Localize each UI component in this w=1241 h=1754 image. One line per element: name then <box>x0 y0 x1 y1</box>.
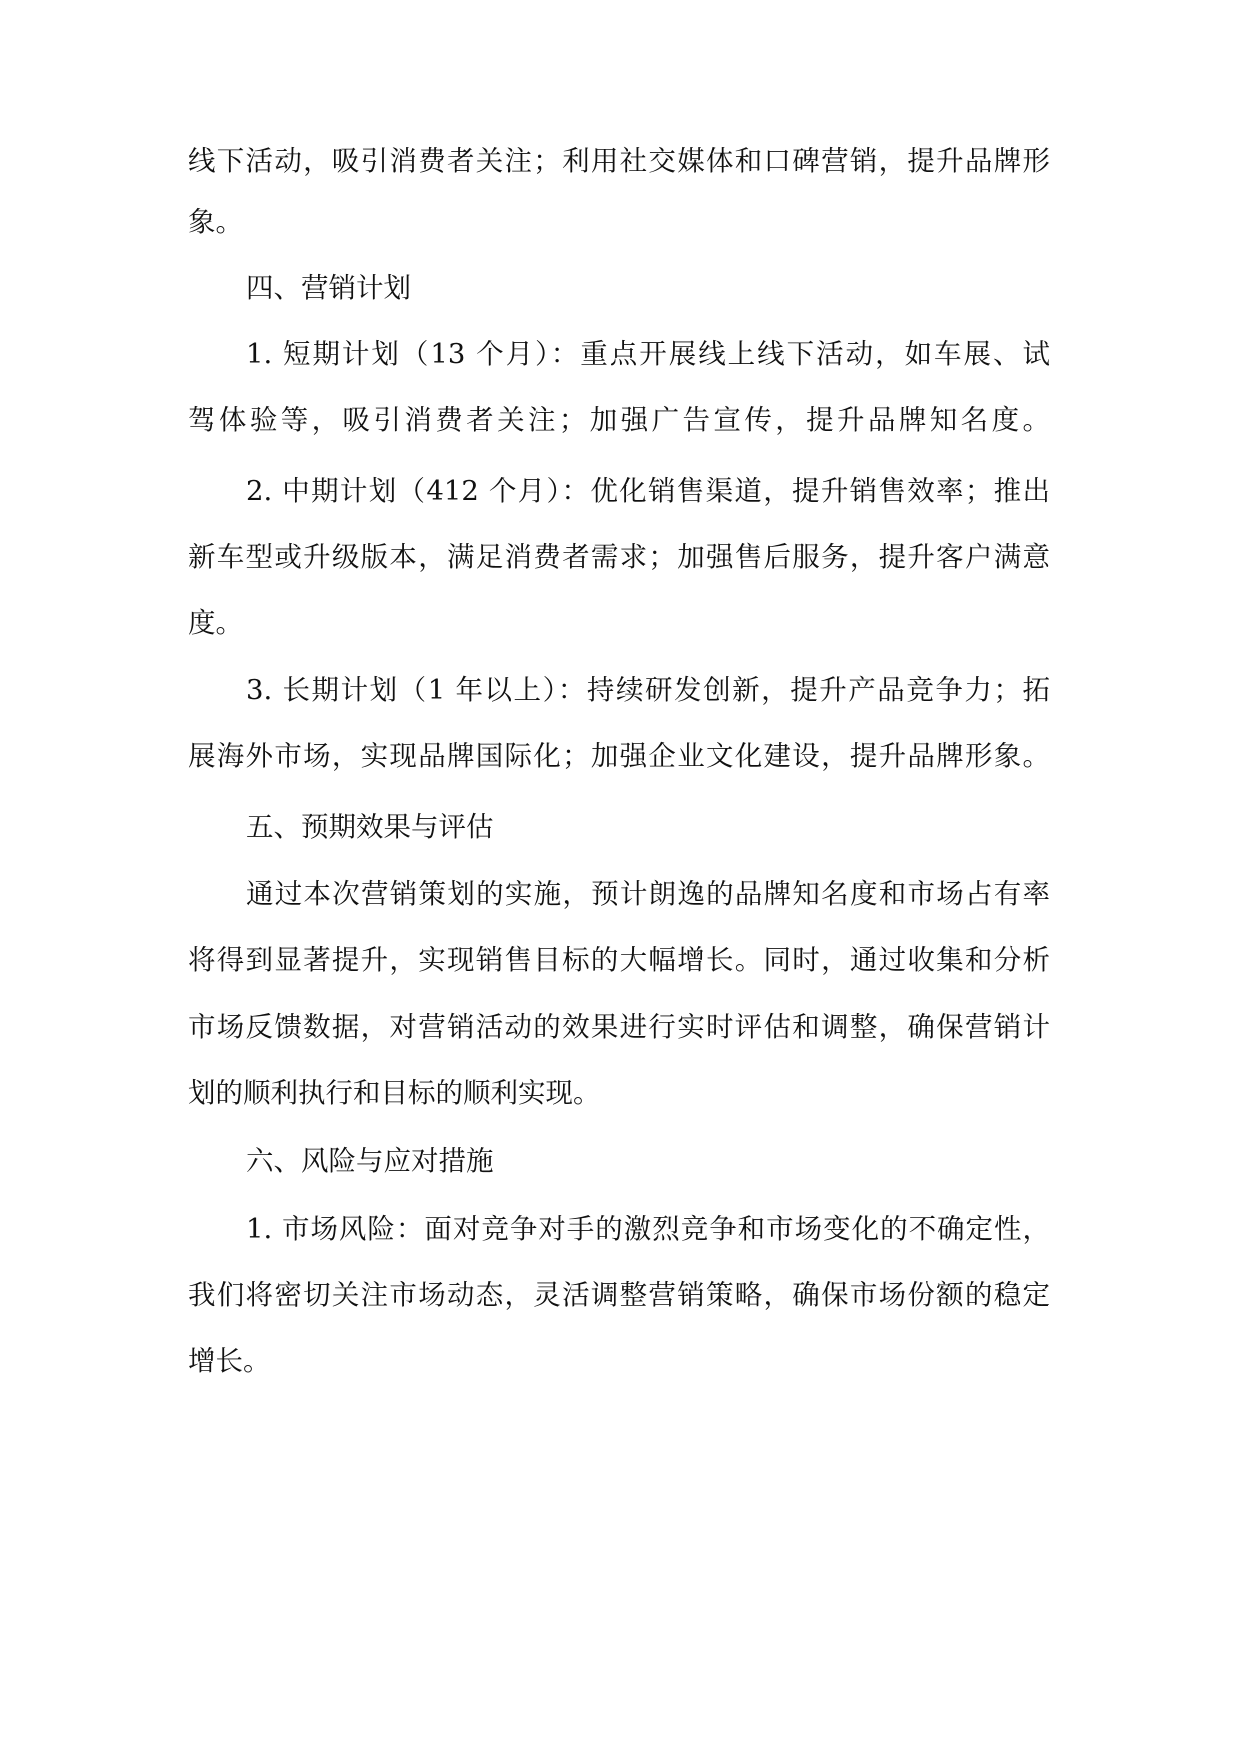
list-item-market-risk-line: 增长。 <box>188 1345 271 1377</box>
list-item-long-term-line: 展海外市场，实现品牌国际化；加强企业文化建设，提升品牌形象。 <box>188 740 1050 772</box>
section-heading-risk: 六、风险与应对措施 <box>246 1145 494 1177</box>
list-item-short-term-line: 1. 短期计划（13 个月）：重点开展线上线下活动，如车展、试 <box>246 338 1050 370</box>
list-item-market-risk-line: 我们将密切关注市场动态，灵活调整营销策略，确保市场份额的稳定 <box>188 1279 1050 1311</box>
list-item-short-term-line: 驾体验等，吸引消费者关注；加强广告宣传，提升品牌知名度。 <box>188 404 1050 436</box>
paragraph-effect-line: 划的顺利执行和目标的顺利实现。 <box>188 1077 601 1109</box>
section-heading-expected-effect: 五、预期效果与评估 <box>246 811 494 843</box>
list-item-mid-term-line: 2. 中期计划（412 个月）：优化销售渠道，提升销售效率；推出 <box>246 475 1050 507</box>
list-item-long-term-line: 3. 长期计划（1 年以上）：持续研发创新，提升产品竞争力；拓 <box>246 674 1050 706</box>
paragraph-effect-line: 通过本次营销策划的实施，预计朗逸的品牌知名度和市场占有率 <box>246 878 1050 910</box>
list-item-market-risk-line: 1. 市场风险：面对竞争对手的激烈竞争和市场变化的不确定性， <box>246 1213 1050 1245</box>
paragraph-line: 象。 <box>188 206 243 238</box>
list-item-mid-term-line: 度。 <box>188 607 243 639</box>
paragraph-effect-line: 市场反馈数据，对营销活动的效果进行实时评估和调整，确保营销计 <box>188 1011 1050 1043</box>
paragraph-line: 线下活动，吸引消费者关注；利用社交媒体和口碑营销，提升品牌形 <box>188 145 1050 177</box>
list-item-mid-term-line: 新车型或升级版本，满足消费者需求；加强售后服务，提升客户满意 <box>188 541 1050 573</box>
section-heading-marketing-plan: 四、营销计划 <box>246 272 411 304</box>
paragraph-effect-line: 将得到显著提升，实现销售目标的大幅增长。同时，通过收集和分析 <box>188 944 1050 976</box>
